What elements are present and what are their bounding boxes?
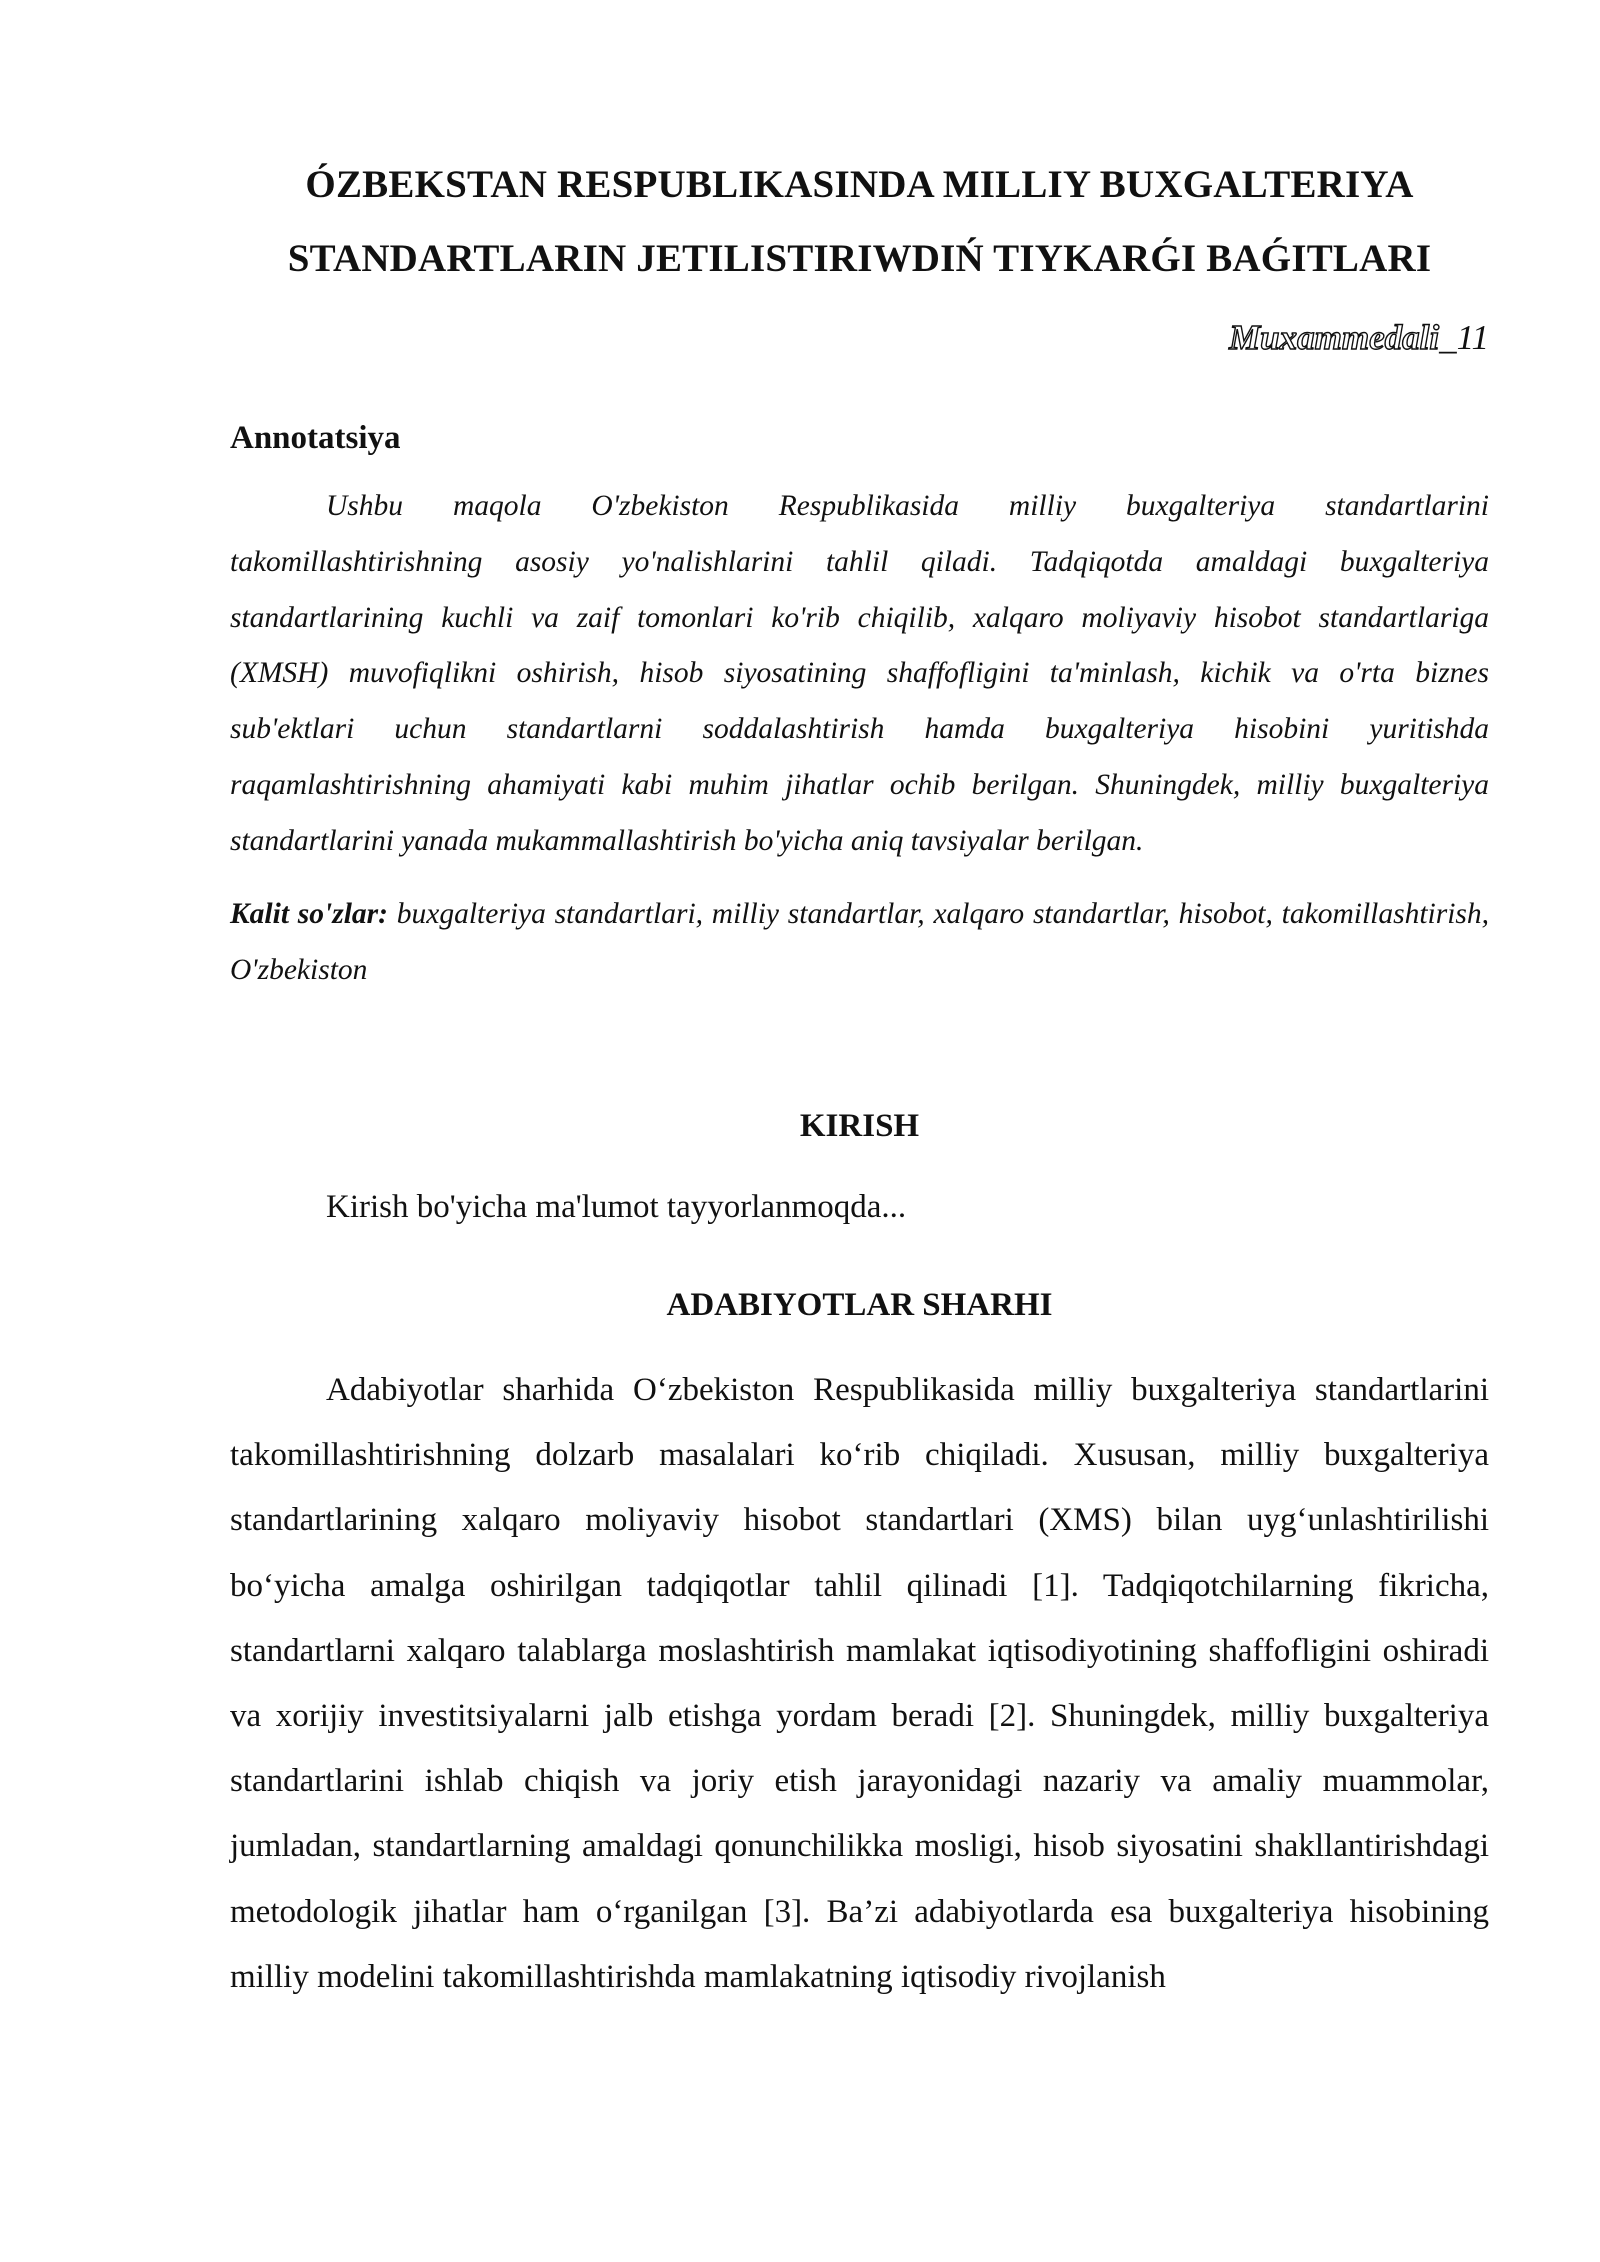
keywords-list: buxgalteriya standartlari, milliy standartlar, xalqaro standartlar, hisobot, takomillashtirish, O'zbekiston xyxy=(230,898,1489,986)
intro-text: Kirish bo'yicha ma'lumot tayyorlanmoqda... xyxy=(326,1189,907,1225)
literature-heading: ADABIYOTLAR SHARHI xyxy=(666,1287,1053,1323)
author-line xyxy=(230,316,1489,360)
keywords-paragraph xyxy=(230,887,1489,999)
annotation-text: Ushbu maqola O'zbekiston Respublikasida milliy buxgalteriya standartlarini takomillashtirishning asosiy yo'nalishlarini tahlil qiladi. Tadqiqotda amaldagi buxgalteriya standartlarining kuchli va zaif tomonlari ko'rib chiqilib, xalqaro moliyaviy hisobot standartlariga (XMSH) muvofiqlikni oshirish, hisob siyosatining shaffofligini ta'minlash, kichik va o'rta biznes sub'ektlari uchun standartlarni soddalashtirish hamda buxgalteriya hisobini yuritishda raqamlashtirishning ahamiyati kabi muhim jihatlar ochib berilgan. Shuningdek, milliy buxgalteriya standartlarini yanada mukammallashtirish bo'yicha aniq tavsiyalar berilgan. xyxy=(230,490,1489,857)
intro-heading: KIRISH xyxy=(799,1108,920,1144)
author-name: Muxammedali xyxy=(1229,318,1440,357)
literature-text: Adabiyotlar sharhida O‘zbekiston Respublikasida milliy buxgalteriya standartlarini takomillashtirishning dolzarb masalalari ko‘rib chiqiladi. Xususan, milliy buxgalteriya standartlarining xalqaro moliyaviy hisobot standartlari (XMS) bilan uyg‘unlashtirilishi bo‘yicha amalga oshirilgan tadqiqotlar tahlil qilinadi [1]. Tadqiqotchilarning fikricha, standartlarni xalqaro talablarga moslashtirish mamlakat iqtisodiyotining shaffofligini oshiradi va xorijiy investitsiyalarni jalb etishga yordam beradi [2]. Shuningdek, milliy buxgalteriya standartlarini ishlab chiqish va joriy etish jarayonidagi nazariy va amaliy muammolar, jumladan, standartlarning amaldagi qonunchilikka mosligi, hisob siyosatini shakllantirishdagi metodologik jihatlar ham o‘rganilgan [3]. Ba’zi adabiyotlarda esa buxgalteriya hisobining milliy modelini takomillashtirishda mamlakatning iqtisodiy rivojlanish xyxy=(230,1372,1489,1995)
keywords-label: Kalit so'zlar: xyxy=(230,898,388,930)
annotation-heading: Annotatsiya xyxy=(230,420,401,456)
paper-title: ÓZBEKSTAN RESPUBLIKASINDA MILLIY BUXGALTERIYA STANDARTLARIN JETILISTIRIWDIŃ TIYKARǴI BAǴITLARI xyxy=(287,163,1432,280)
author-suffix: _11 xyxy=(1439,318,1489,357)
